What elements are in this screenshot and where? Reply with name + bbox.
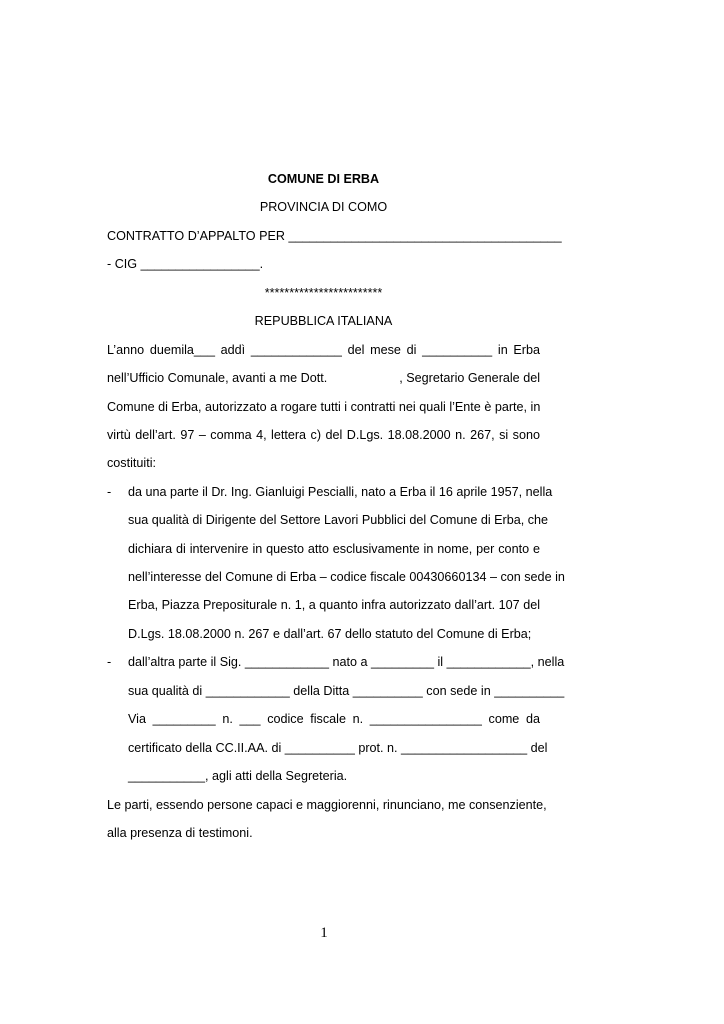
party1-line: dichiara di intervenire in questo atto esclusivamente in nome, per conto e: [128, 542, 540, 556]
party2-line: ___________, agli atti della Segreteria.: [128, 769, 348, 783]
party2-line: certificato della CC.II.AA. di __________ prot. n. __________________ del: [128, 741, 548, 755]
party1-line: Erba, Piazza Prepositurale n. 1, a quanto infra autorizzato dall’art. 107 del: [128, 598, 540, 612]
intro-line-2-part-a: nell’Ufficio Comunale, avanti a me Dott.: [107, 371, 328, 385]
party2-line: dall’altra parte il Sig. ____________ nato a _________ il ____________, nella: [128, 655, 565, 669]
page-number: 1: [320, 925, 328, 941]
party1-line: nell’interesse del Comune di Erba – codice fiscale 00430660134 – con sede in: [128, 570, 565, 584]
separator-asterisks: ************************: [264, 286, 383, 300]
party1-line: D.Lgs. 18.08.2000 n. 267 e dall’art. 67 dello statuto del Comune di Erba;: [128, 627, 532, 641]
intro-line-4: virtù dell’art. 97 – comma 4, lettera c) del D.Lgs. 18.08.2000 n. 267, si sono: [107, 428, 540, 442]
party2-line: sua qualità di ____________ della Ditta __________ con sede in __________: [128, 684, 565, 698]
contract-title-line: CONTRATTO D’APPALTO PER _______________________________________: [107, 229, 562, 243]
closing-line-2: alla presenza di testimoni.: [107, 826, 253, 840]
intro-line-2: [107, 370, 540, 386]
party2-line: Via _________ n. ___ codice fiscale n. ________________ come da: [128, 712, 540, 726]
closing-line-1: Le parti, essendo persone capaci e maggiorenni, rinunciano, me consenziente,: [107, 798, 547, 812]
party1-line: sua qualità di Dirigente del Settore Lavori Pubblici del Comune di Erba, che: [128, 513, 549, 527]
municipality-title: COMUNE DI ERBA: [267, 172, 380, 186]
republic-heading: REPUBBLICA ITALIANA: [254, 314, 393, 328]
intro-line-3: Comune di Erba, autorizzato a rogare tutti i contratti nei quali l’Ente è parte, in: [107, 400, 541, 414]
intro-line-1: L’anno duemila___ addì _____________ del mese di __________ in Erba: [107, 343, 540, 357]
party2-bullet: -: [107, 655, 112, 669]
province-title: PROVINCIA DI COMO: [259, 200, 388, 214]
cig-line: - CIG _________________.: [107, 257, 264, 271]
party1-bullet: -: [107, 485, 112, 499]
intro-line-5: costituiti:: [107, 456, 156, 470]
party1-line: da una parte il Dr. Ing. Gianluigi Pescialli, nato a Erba il 16 aprile 1957, nella: [128, 485, 553, 499]
intro-line-2-part-b: , Segretario Generale del: [399, 371, 540, 385]
